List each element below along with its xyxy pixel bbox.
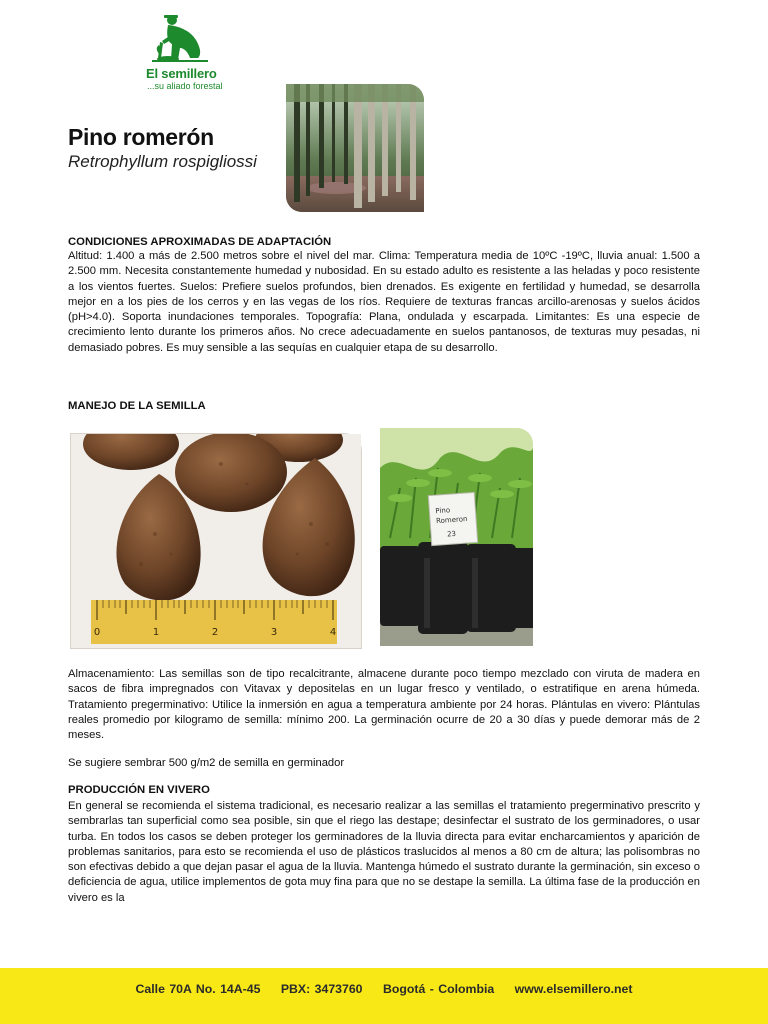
footer-contact [0, 982, 768, 996]
nursery-text: En general se recomienda el sistema tradicional, es necesario realizar a las semillas el tratamiento pregerminativo prescrito y sembrarlas tan superficial como sea posible, sin que el riego las destape; desinfectar el sustrato de los germinadores, o usar turba. En todos los casos se deben proteger los germinadores de la lluvia directa para evitar encharcamientos y aparición de problemas sanitarios, para esto se recomienda el uso de plásticos traslucidos al menos a 80 cm de altura; las polisombras no son efectivas debido a que dejan pasar el agua de la lluvia. Mantenga húmedo el sustrato durante la germinación, sin exceso o deficiencia de agua, utilice implementos de gota muy fina para que no se destape la semilla. La última fase de la producción en vivero es la [68, 800, 700, 904]
ruler-label: 0 [93, 627, 101, 638]
forest-photo [286, 84, 424, 212]
ruler-label: 3 [270, 627, 278, 638]
seed-text: Almacenamiento: Las semillas son de tipo recalcitrante, almacene durante poco tiempo mezclado con viruta de madera en sacos de fibra impregnados con Vitavax y depositelas en un lugar fresco y ventilado, o estratifique en arena húmeda. Tratamiento pregerminativo: Utilice la inmersión en agua a temperatura ambiente por 24 horas. Plántulas en vivero: Plántulas reales promedio por kilogramo de semilla: mínimo 200. La germinación ocurre de 20 a 30 días y puede demorar más de 2 meses. [68, 668, 700, 742]
seeds-photo [70, 433, 362, 649]
ruler-label: 2 [211, 627, 219, 638]
nursery-heading: PRODUCCIÓN EN VIVERO [68, 784, 210, 796]
species-common-name: Pino romerón [68, 124, 214, 150]
nursery-photo [380, 428, 533, 646]
adaptation-heading: CONDICIONES APROXIMADAS DE ADAPTACIÓN [68, 236, 332, 248]
seed-heading: MANEJO DE LA SEMILLA [68, 400, 206, 412]
species-scientific-name: Retrophyllum rospigliossi [68, 152, 257, 171]
farmer-planting-icon [138, 14, 238, 70]
footer-bar [0, 968, 768, 1024]
logo-tagline: ...su aliado forestal [147, 81, 223, 91]
footer-city: Bogotá - Colombia [382, 982, 495, 996]
footer-phone: PBX: 3473760 [280, 982, 363, 996]
footer-website-link[interactable]: www.elsemillero.net [514, 982, 633, 996]
ruler-label: 4 [329, 627, 337, 638]
logo-name: El semillero [146, 66, 217, 81]
ruler-label: 1 [152, 627, 160, 638]
seedling-sign-text: 23 [446, 529, 457, 539]
sowing-note: Se sugiere sembrar 500 g/m2 de semilla en germinador [68, 757, 345, 769]
footer-address: Calle 70A No. 14A-45 [135, 982, 261, 996]
adaptation-text: Altitud: 1.400 a más de 2.500 metros sobre el nivel del mar. Clima: Temperatura media de 10ºC -19ºC, lluvia anual: 1.500 a 2.500 mm. Necesita constantemente humedad y nubosidad. En su estado adulto es resistente a las heladas y poco resistente a los vientos fuertes. Suelos: Prefiere suelos profundos, bien drenados. Es exigente en fertilidad y humedad, se desarrolla mejor en a los pies de los cerros y en las vegas de los ríos. Requiere de texturas francas arcillo-arenosas y suelos ácidos (pH>4.0). Soporta inundaciones temporales. Topografía: Plana, ondulada y escarpada. Limitantes: Es una especie de crecimiento lento durante los primeros años. No crece adecuadamente en suelos pantanosos, de texturas muy pesadas, ni demasiado pobres. Es muy sensible a las sequías en cualquier etapa de su desarrollo. [68, 250, 700, 354]
seedling-sign-text: Romeron [435, 515, 468, 526]
seedling-sign-text: Pino [435, 506, 451, 516]
